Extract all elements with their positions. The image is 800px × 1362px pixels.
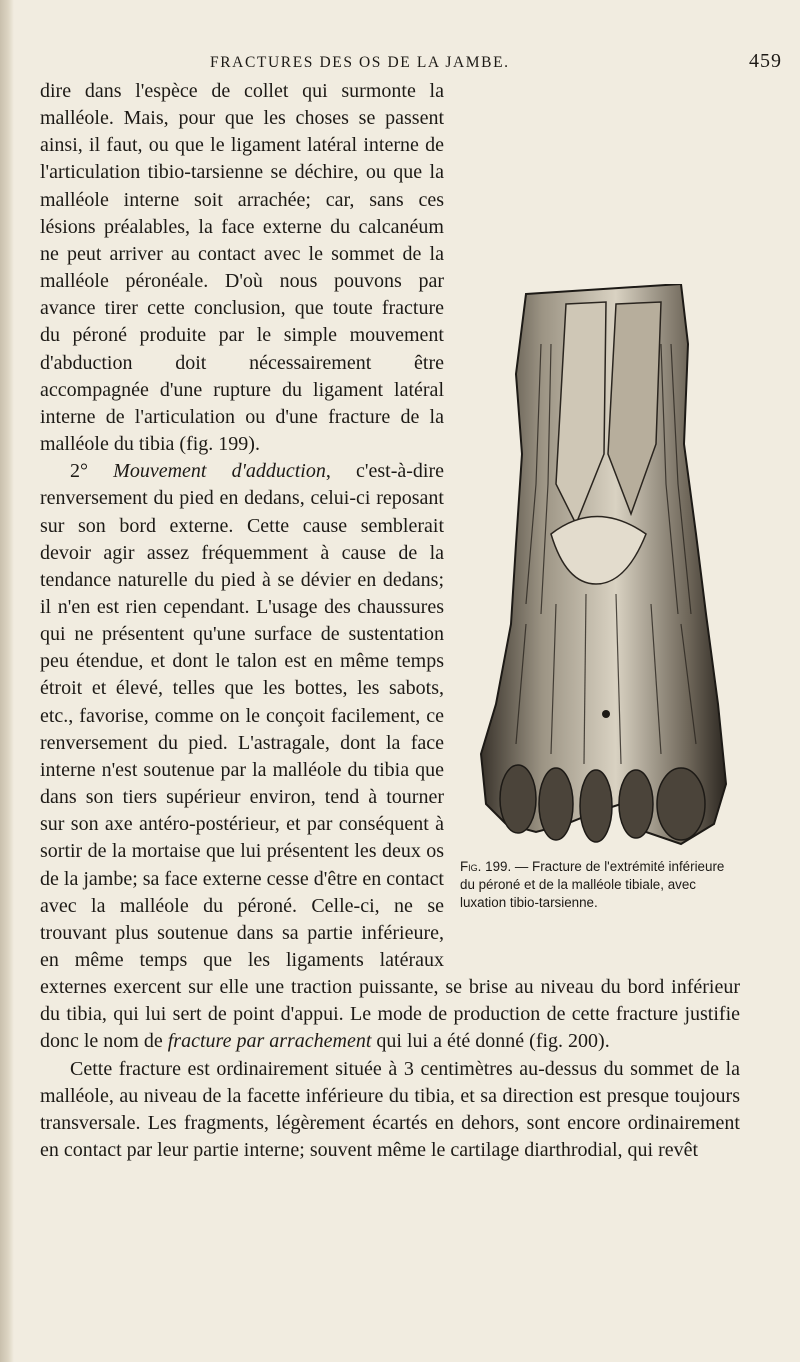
page-header	[40, 50, 782, 80]
section-number: 2°	[70, 460, 88, 483]
page-number: 459	[749, 50, 782, 72]
book-page	[40, 0, 782, 1362]
section-title: Mouvement d'adduction	[113, 460, 326, 483]
running-head: FRACTURES DES OS DE LA JAMBE.	[210, 54, 510, 71]
anatomical-foot-illustration	[456, 284, 738, 852]
paragraph-1: dire dans l'espèce de collet qui surmonte la malléole. Mais, pour que les choses se passent ainsi, il faut, ou que le ligament latéral interne de l'articulation tibio-tarsienne se déchire, ou que la malléole interne soit arrachée; car, sans ces lésions préalables, la face externe du calcanéum ne peut arriver au contact avec le sommet de la malléole péronéale. D'où nous pouvons par avance tirer cette conclusion, que toute fracture du péroné produite par le simple mouvement d'abduction doit nécessairement être accompagnée d'une rupture du ligament latéral interne de l'articulation ou d'une fracture de la malléole du tibia (fig. 199).	[40, 80, 444, 456]
book-spine-shadow	[0, 0, 14, 1362]
figure-caption-text: — Fracture de l'extrémité inférieure du péroné et de la malléole tibiale, avec luxation tibio-tarsienne.	[460, 859, 725, 910]
paragraph-2-italic: fracture par arrachement	[167, 1030, 372, 1053]
paragraph-2-text-a: , c'est-à-dire renversement du pied en dedans, celui-ci reposant sur son bord externe. Cette cause semblerait devoir agir assez fréquemment à cause de la tendance naturelle du pied à se dévier en dedans; il n'en est rien cependant. L'usage des chaussures qui ne présentent qu'une surface de sustentation peu étendue, et dont le talon est en même temps étroit et élevé, telles que les bottes, les sabots, etc., favorise, comme on le conçoit facilement, ce renversement du pied. L'astragale, dont la face interne n'est soutenue par la malléole du tibia que dans son tiers supérieur environ, tend à tourner sur son axe antéro-postérieur, et par conséquent à sortir de la mortaise que lui présentent les deux os de la jambe; sa face externe cesse d'être en contact avec la malléole du péroné. Celle-ci, ne se trouvant plus soutenue dans sa partie inférieure, en même temps que les ligaments latéraux externes exercent sur elle une traction puissante, se brise au niveau du bord inférieur du tibia, qui lui sert de point d'appui. Le mode de production de cette fracture justifie donc le nom de	[40, 460, 740, 1053]
figure-label: Fig. 199.	[460, 859, 512, 874]
paragraph-2-text-b: qui lui a été donné (fig. 200).	[371, 1030, 610, 1053]
figure-caption	[460, 858, 740, 912]
figure-199	[456, 284, 744, 962]
body-text	[40, 78, 740, 1164]
paragraph-3: Cette fracture est ordinairement située à 3 centimètres au-dessus du sommet de la malléole, au niveau de la facette inférieure du tibia, et sa direction est presque toujours transversale. Les fragments, légèrement écartés en dehors, sont encore ordinairement en contact par leur partie interne; souvent même le cartilage diarthrodial, qui revêt	[40, 1057, 740, 1162]
